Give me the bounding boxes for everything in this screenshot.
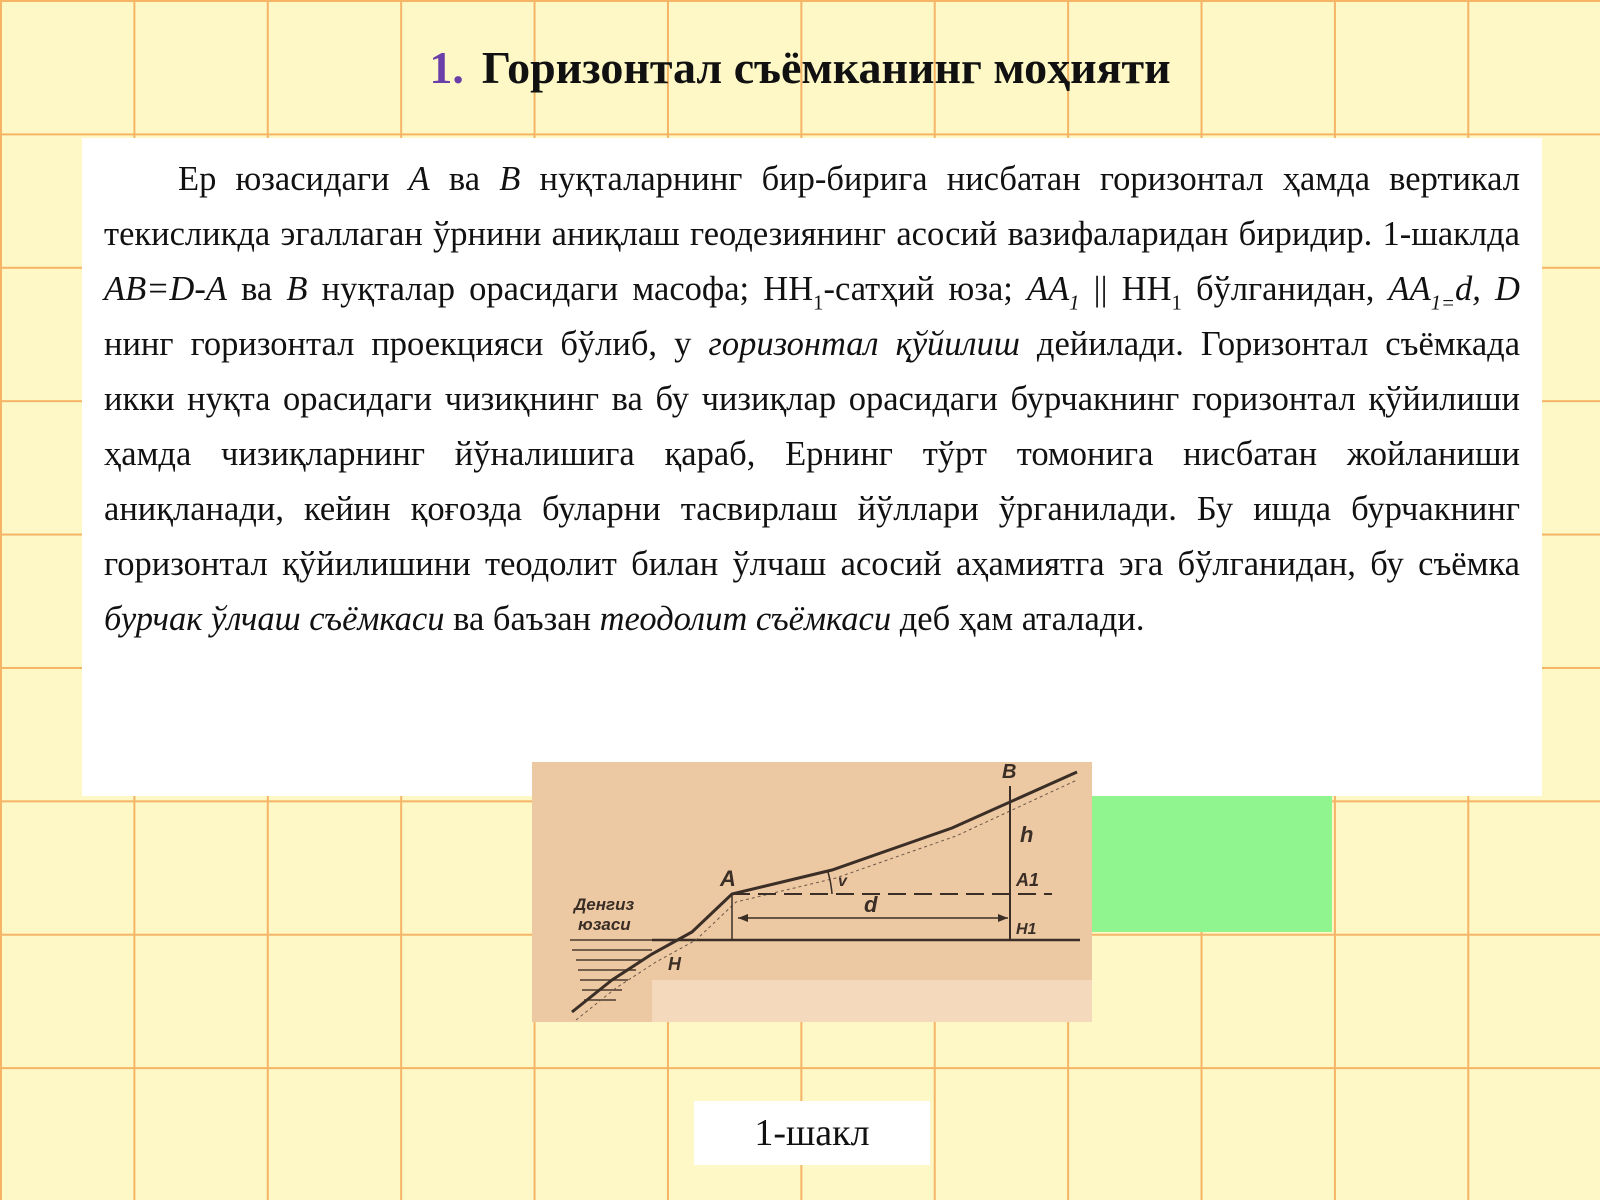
- text-run: бўлганидан,: [1181, 270, 1389, 308]
- subscript: 1: [813, 292, 824, 315]
- point-b: B: [286, 270, 308, 308]
- text-run: дейилади. Горизонтал съёмкада икки нуқта орасидаги чизиқнинг ва бу чизиқлар орасидаги бурчакнинг горизонтал қўйилиши ҳамда чизиқларнинг йўналишига қараб, Ернинг тўрт томонига нисбатан жойланиши аниқланади, кейин қоғозда буларни тасвирлаш йўллари ўрганилади. Бу ишда бурчакнинг горизонтал қўйилишини теодолит билан ўлчаш асосий аҳамиятга эга бўлганидан, бу съёмка: [104, 325, 1521, 583]
- slide-title: [0, 42, 1600, 95]
- text-run: деб ҳам аталади.: [891, 600, 1145, 638]
- text-run: -сатҳий юза;: [823, 270, 1028, 308]
- label-distance: d: [864, 892, 878, 917]
- label-sea-1: Денгиз: [574, 895, 635, 914]
- text-run: ва баъзан: [444, 600, 600, 638]
- text-run: || НН: [1079, 270, 1172, 308]
- title-text: Горизонтал съёмканинг моҳияти: [481, 42, 1171, 93]
- subscript: 1: [1171, 292, 1182, 315]
- formula-aa1: AA: [1388, 270, 1431, 308]
- term-horizontal-layout: горизонтал қўйилиш: [708, 325, 1020, 363]
- term-angle-survey: бурчак ўлчаш съёмкаси: [104, 600, 445, 638]
- point-a: A: [408, 160, 430, 198]
- text-run: нуқталар орасидаги масофа; НН: [307, 270, 814, 308]
- title-number: 1.: [429, 42, 464, 93]
- label-level-h: H: [668, 954, 681, 974]
- label-level-h1: H1: [1016, 921, 1037, 938]
- subscript: 1: [1069, 292, 1080, 315]
- label-point-b: B: [1002, 762, 1017, 783]
- point-b: B: [499, 160, 521, 198]
- text-run: нинг горизонтал проекцияси бўлиб, у: [104, 325, 709, 363]
- label-point-a1: A1: [1016, 870, 1040, 890]
- label-height: h: [1020, 822, 1034, 847]
- text-run: ва: [429, 160, 500, 198]
- label-angle: v: [838, 873, 847, 890]
- text-panel: [82, 138, 1542, 796]
- figure-terrain-profile: [532, 762, 1092, 1022]
- figure-lower-band: [652, 980, 1092, 1022]
- formula-ab: AB=D-A: [104, 270, 227, 308]
- label-sea-2: юзаси: [578, 915, 631, 934]
- formula-aa1: AA: [1027, 270, 1070, 308]
- label-point-a: A: [720, 866, 736, 891]
- subscript: 1=: [1430, 292, 1456, 315]
- text-run: ва: [226, 270, 287, 308]
- term-theodolite-survey: теодолит съёмкаси: [599, 600, 892, 638]
- figure-caption: 1-шакл: [694, 1101, 930, 1165]
- formula-d: d, D: [1455, 270, 1520, 308]
- body-paragraph: [104, 152, 1520, 647]
- text-run: Ер юзасидаги: [178, 160, 409, 198]
- green-block: [1068, 796, 1332, 932]
- text-run: нуқталарнинг бир-бирига нисбатан горизонтал ҳамда вертикал текисликда эгаллаган ўрнини аниқлаш геодезиянинг асосий вазифаларидан биридир. 1-шаклда: [104, 160, 1520, 253]
